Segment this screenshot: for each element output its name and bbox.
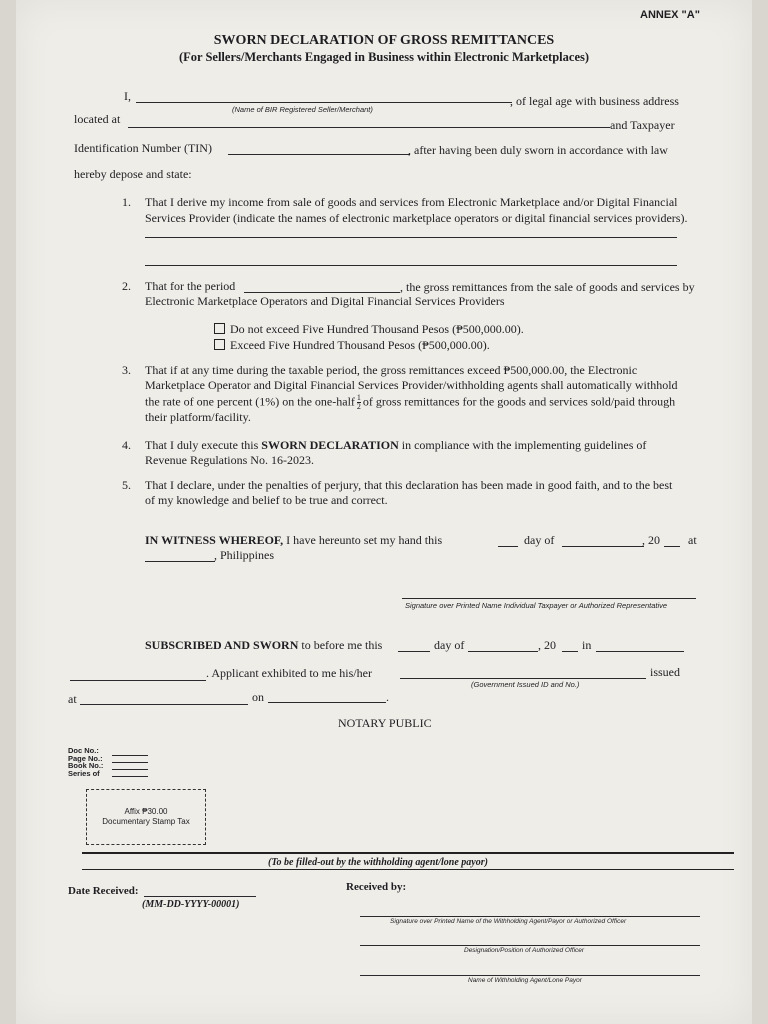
page-no-label: Page No.: [68, 753, 103, 763]
tin-label: Identification Number (TIN) [74, 141, 212, 155]
notary-twenty: , 20 [538, 638, 556, 652]
sworn-declaration-document [16, 0, 752, 1024]
notary-month-field[interactable] [468, 651, 538, 652]
issued-text: issued [650, 665, 680, 679]
notary-day-of: day of [434, 638, 465, 652]
option-exceed[interactable] [214, 338, 490, 353]
item-5-line-2: of my knowledge and belief to be true and correct. [145, 493, 388, 507]
designation-caption: Designation/Position of Authorized Officer [464, 947, 585, 954]
witness-line: IN WITNESS WHEREOF, I have hereunto set my hand this [145, 533, 443, 547]
page-no-field[interactable] [112, 762, 148, 763]
item-4-line-1: That I duly execute this SWORN DECLARATION in compliance with the implementing guidelines of [145, 438, 647, 452]
date-received-field[interactable] [144, 896, 256, 897]
received-by-label: Received by: [346, 881, 407, 893]
seller-name-caption: (Name of BIR Registered Seller/Merchant) [232, 105, 373, 114]
witness-philippines: , Philippines [214, 548, 275, 562]
after-sworn-text: , after having been duly sworn in accordance with law [408, 143, 668, 157]
witness-month-field[interactable] [562, 546, 644, 547]
witness-lead: IN WITNESS WHEREOF, [145, 533, 284, 547]
tin-field[interactable] [228, 154, 410, 155]
item-5-line-1: That I declare, under the penalties of perjury, that this declaration has been made in good faith, and to the best [145, 478, 673, 492]
subscribed-line: SUBSCRIBED AND SWORN to before me this [145, 638, 383, 652]
issued-on-field[interactable] [268, 702, 386, 703]
book-no-field[interactable] [112, 769, 148, 770]
item-1-number: 1. [122, 195, 131, 209]
business-address-field[interactable] [128, 127, 610, 128]
section-divider-2 [82, 869, 734, 870]
option-do-not-exceed[interactable] [214, 322, 524, 337]
option-exceed-label: Exceed Five Hundred Thousand Pesos (₱500,000.00). [230, 338, 490, 352]
item-4-line-2: Revenue Regulations No. 16-2023. [145, 453, 314, 467]
notarial-register [68, 747, 103, 777]
checkbox-exceed[interactable] [214, 339, 225, 350]
and-taxpayer-text: and Taxpayer [610, 118, 675, 132]
sworn-declaration-emphasis: SWORN DECLARATION [261, 438, 399, 452]
government-id-caption: (Government Issued ID and No.) [471, 680, 580, 689]
witness-year-field[interactable] [664, 546, 680, 547]
item-3-line-2: Marketplace Operator and Digital Financial Services Provider/withholding agents shall automatically withhold [145, 378, 678, 392]
marketplace-names-line-2[interactable] [145, 265, 677, 266]
date-format-hint: (MM-DD-YYYY-00001) [142, 899, 240, 910]
agent-name-caption: Name of Withholding Agent/Lone Payor [468, 977, 582, 984]
item-3-number: 3. [122, 363, 131, 377]
notary-period: . [386, 690, 389, 704]
issued-at-field[interactable] [80, 704, 248, 705]
date-received-label: Date Received: [68, 885, 139, 897]
taxpayer-signature-line[interactable] [402, 598, 696, 599]
item-2-text-a: That for the period [145, 279, 236, 293]
book-no-label: Book No.: [68, 761, 104, 770]
doc-no-label: Doc No.: [68, 746, 99, 755]
item-5-number: 5. [122, 478, 131, 492]
witness-day-field[interactable] [498, 546, 518, 547]
section-divider [82, 852, 734, 854]
document-subtitle: (For Sellers/Merchants Engaged in Business within Electronic Marketplaces) [178, 50, 590, 64]
notary-at: at [68, 692, 77, 706]
taxpayer-signature-caption: Signature over Printed Name Individual Taxpayer or Authorized Representative [405, 601, 668, 610]
checkbox-do-not-exceed[interactable] [214, 323, 225, 334]
document-title: SWORN DECLARATION OF GROSS REMITTANCES [213, 33, 555, 48]
notary-on: on [252, 690, 264, 704]
series-of-label: Series of [68, 768, 100, 778]
option-do-not-exceed-label: Do not exceed Five Hundred Thousand Pesos (₱500,000.00). [230, 322, 524, 336]
item-2-text-c: Electronic Marketplace Operators and Digital Financial Services Providers [145, 294, 505, 308]
notary-day-field[interactable] [398, 651, 430, 652]
witness-at: at [688, 533, 697, 547]
agent-signature-caption: Signature over Printed Name of the Withholding Agent/Payor or Authorized Officer [390, 918, 627, 925]
witness-day-of: day of [524, 533, 555, 547]
item-1-text: That I derive my income from sale of goods and services from Electronic Marketplace and/or Digital Financial Services Provider (indicate the names of electronic marketplace operators or digital financial services providers). [145, 195, 688, 225]
subscribed-lead: SUBSCRIBED AND SWORN [145, 638, 299, 652]
period-field[interactable] [244, 292, 400, 293]
stamp-line-2: Documentary Stamp Tax [102, 817, 190, 826]
agent-signature-line[interactable] [360, 916, 700, 917]
documentary-stamp-box [86, 789, 206, 845]
item-3-line-3-a: the rate of one percent (1%) on the one-half [145, 394, 355, 409]
item-3-line-4: their platform/facility. [145, 410, 251, 424]
item-2-text-b: , the gross remittances from the sale of goods and services by [400, 280, 695, 294]
i-label: I, [124, 89, 131, 103]
designation-line[interactable] [360, 945, 700, 946]
doc-no-field[interactable] [112, 755, 148, 756]
item-2-number: 2. [122, 279, 131, 293]
agent-name-line[interactable] [360, 975, 700, 976]
notary-public-label: NOTARY PUBLIC [338, 716, 432, 730]
one-half-fraction: $\frac{1}{2}$ [356, 393, 361, 411]
applicant-name-field[interactable] [70, 680, 206, 681]
government-id-field[interactable] [400, 678, 646, 679]
item-4-number: 4. [122, 438, 131, 452]
notary-in: in [582, 638, 592, 652]
item-3-line-3 [145, 394, 675, 411]
notary-year-field[interactable] [562, 651, 578, 652]
legal-age-text: , of legal age with business address [510, 94, 679, 108]
item-3-line-1: That if at any time during the taxable period, the gross remittances exceed ₱500,000.00, the Electronic [145, 363, 638, 377]
depose-text: hereby depose and state: [74, 167, 192, 181]
annex-label: ANNEX "A" [640, 9, 700, 21]
agent-section-header: (To be filled-out by the withholding agent/lone payor) [268, 857, 488, 868]
applicant-text: . Applicant exhibited to me his/her [206, 666, 372, 680]
series-of-field[interactable] [112, 776, 148, 777]
item-3-line-3-b: of gross remittances for the goods and services sold/paid through [362, 394, 676, 409]
notary-place-field[interactable] [596, 651, 684, 652]
located-at-label: located at [74, 112, 121, 126]
witness-twenty: , 20 [642, 533, 660, 547]
marketplace-names-line-1[interactable] [145, 237, 677, 238]
seller-name-field[interactable] [136, 102, 512, 103]
stamp-line-1: Affix ₱30.00 [124, 807, 168, 816]
witness-place-field[interactable] [145, 561, 215, 562]
